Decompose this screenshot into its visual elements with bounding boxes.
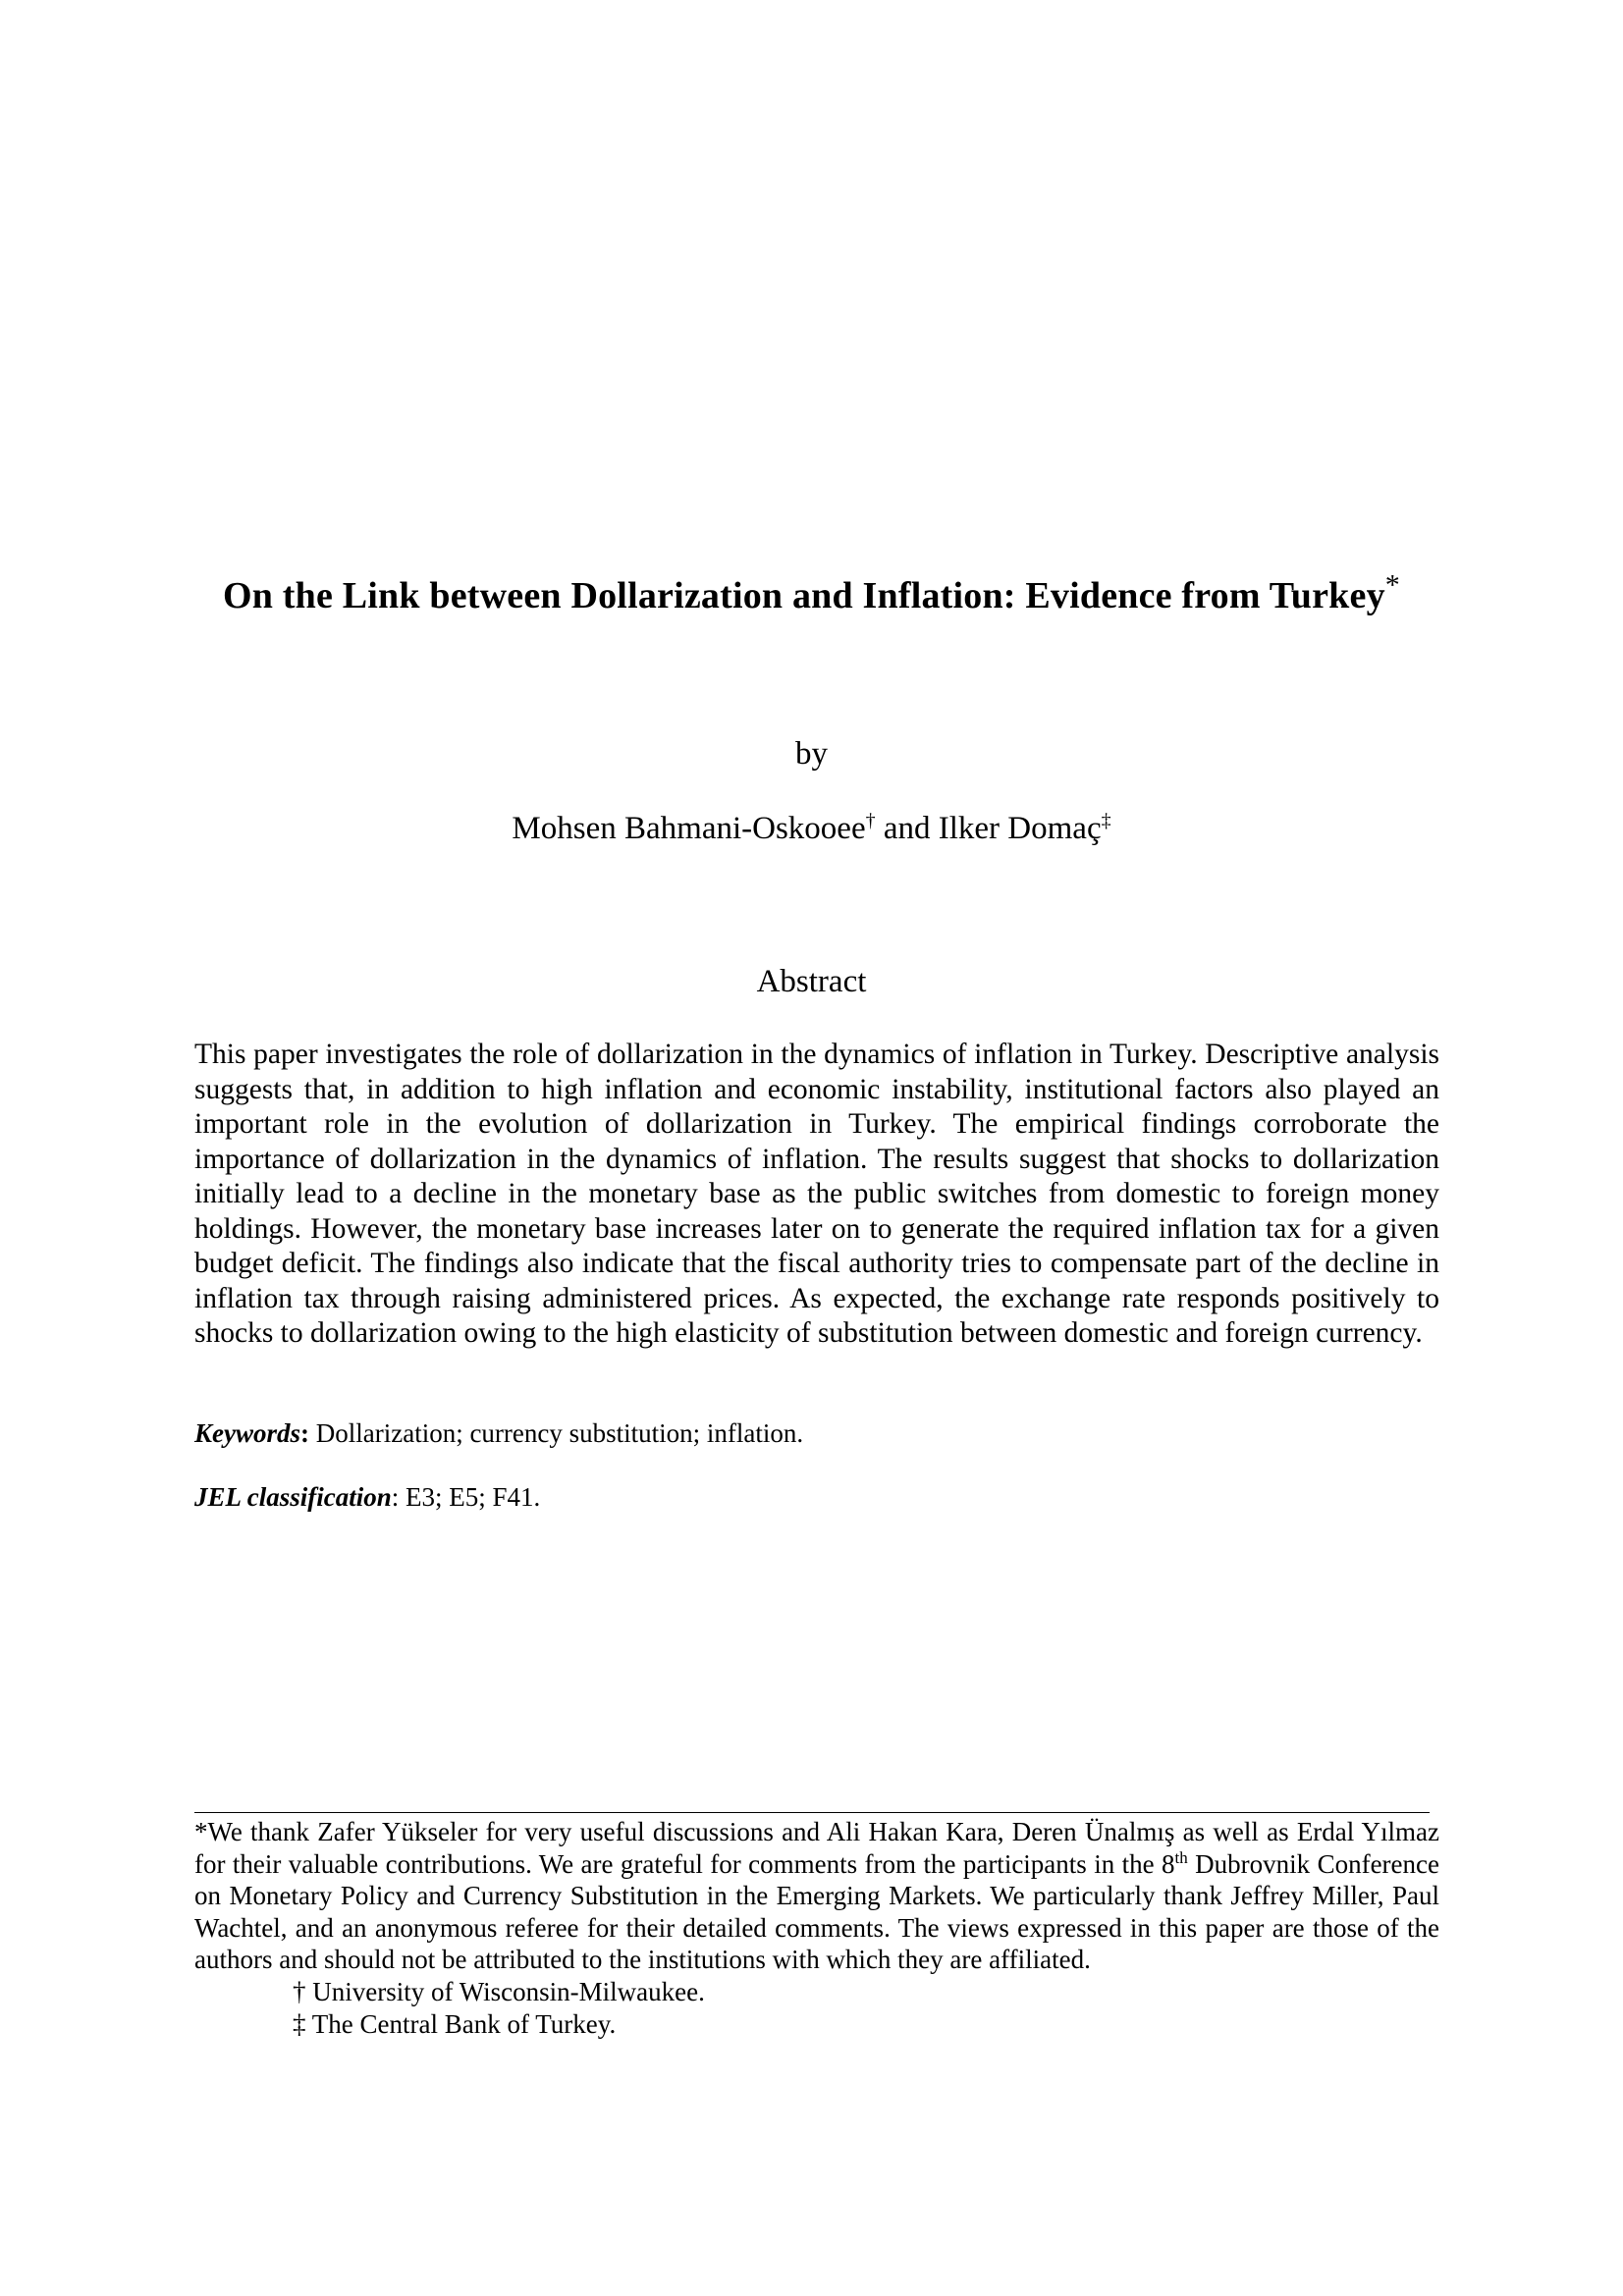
jel-line [194,1482,1439,1513]
footnote-divider [194,1812,1430,1813]
affiliation-1: † University of Wisconsin-Milwaukee. [293,1977,705,2006]
title-text: On the Link between Dollarization and Inflation: Evidence from Turkey [222,575,1385,616]
jel-label: JEL classification [194,1482,392,1512]
author-connector: and [875,811,939,846]
footnote-text-2: Dubrovnik Conference on Monetary Policy and Currency Substitution in the Emerging Markets. We particularly thank Jeffrey Miller, Paul Wachtel, and an anonymous referee for their detailed comments. The views expressed in this paper are those of the authors and should not be attributed to the institutions with which they are affiliated. [194,1848,1439,1974]
jel-value: : E3; E5; F41. [391,1482,541,1512]
byline-by: by [795,736,828,772]
keywords-label: Keywords [194,1418,300,1448]
author-2: Ilker Domaç [938,811,1102,846]
author-1: Mohsen Bahmani-Oskooee [512,811,866,846]
author-line [0,811,1623,847]
author-1-mark: † [865,810,876,831]
affiliation-2: ‡ The Central Bank of Turkey. [293,2009,617,2039]
keywords-value: Dollarization; currency substitution; inflation. [309,1418,804,1448]
author-2-mark: ‡ [1101,810,1111,831]
title-footnote-mark: * [1384,568,1400,602]
keywords-colon: : [300,1418,309,1448]
paper-title [0,568,1623,617]
abstract-heading: Abstract [756,964,867,999]
abstract-text: This paper investigates the role of dollarization in the dynamics of inflation in Turkey. Descriptive analysis suggests that, in addition to high inflation and economic instability, institutional factors also played an important role in the evolution of dollarization in Turkey. The empirical findings corroborate the importance of dollarization in the dynamics of inflation. The results suggest that shocks to dollarization initially lead to a decline in the monetary base as the public switches from domestic to foreign money holdings. However, the monetary base increases later on to generate the required inflation tax for a given budget deficit. The findings also indicate that the fiscal authority tries to compensate part of the decline in inflation tax through raising administered prices. As expected, the exchange rate responds positively to shocks to dollarization owing to the high elasticity of substitution between domestic and foreign currency. [194,1039,1439,1349]
acknowledgement-footnote [194,1816,1439,1976]
footnote-sup: th [1174,1847,1188,1867]
footnote-text-1: *We thank Zafer Yükseler for very useful discussions and Ali Hakan Kara, Deren Ünalmış as well as Erdal Yılmaz for their valuable contributions. We are grateful for comments from the participants in the 8 [194,1817,1439,1879]
keywords-line [194,1418,1439,1449]
